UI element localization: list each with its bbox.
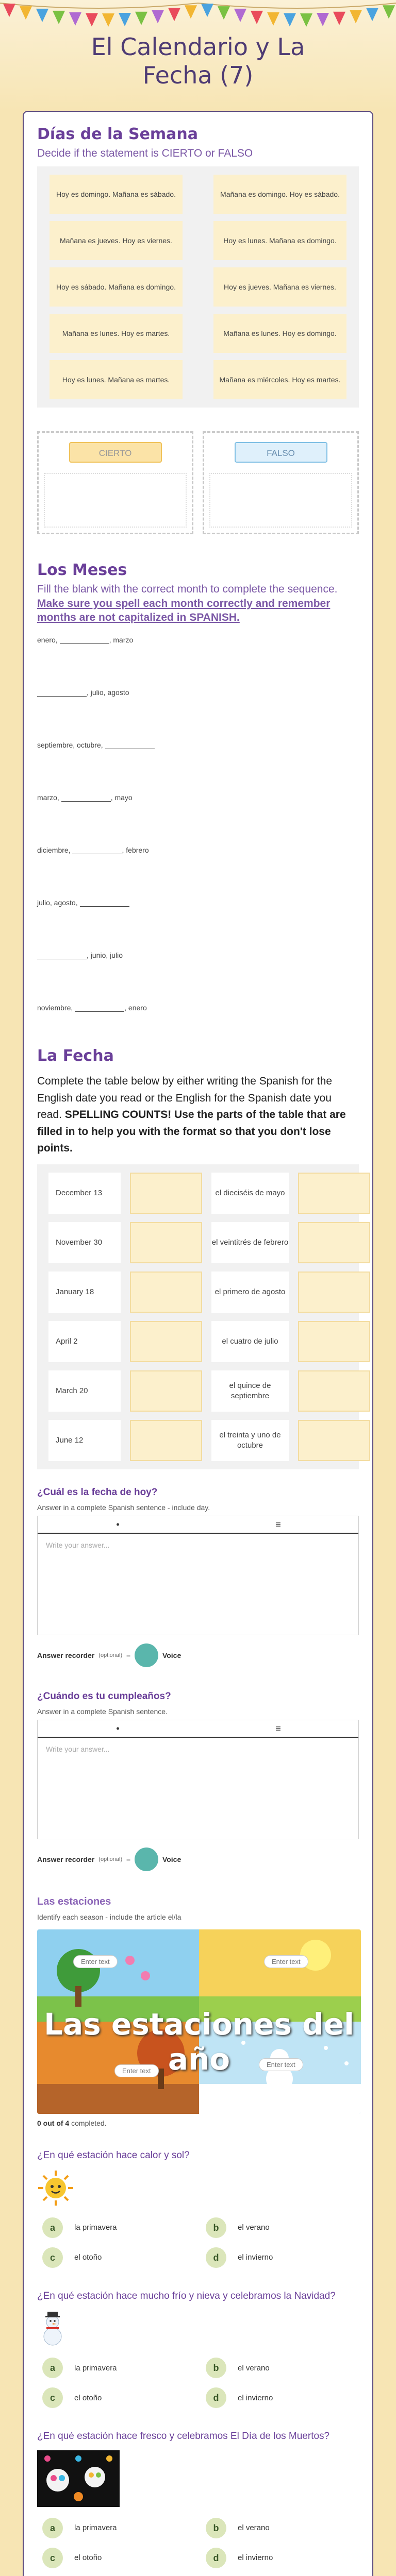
bunting-flag: [234, 9, 246, 22]
sequence-line: [37, 636, 359, 677]
month-sequences: [37, 636, 359, 1045]
option-d[interactable]: [206, 2548, 359, 2568]
spanish-answer-field[interactable]: [130, 1370, 202, 1412]
question-hint: Answer in a complete Spanish sentence - include day.: [37, 1503, 210, 1512]
option-letter: d: [206, 2548, 226, 2568]
progress-count: 0 out of 4: [37, 2119, 70, 2127]
fecha-instruction-text: Complete the table below by either writing the Spanish for the English date you read or the English for the Spanish date you read.: [37, 1075, 332, 1121]
bunting-flag: [201, 4, 213, 17]
sequence-line: [37, 741, 359, 782]
sequence-before: marzo,: [37, 793, 59, 802]
recorder-label: Answer recorder: [37, 1651, 95, 1659]
bullet-list-button[interactable]: •: [116, 1519, 120, 1530]
fecha-title: La Fecha: [37, 1047, 114, 1065]
bunting-flag: [36, 9, 48, 22]
english-answer-field[interactable]: [298, 1370, 370, 1412]
bunting-flag: [135, 12, 147, 25]
option-label: el verano: [238, 2223, 270, 2232]
bunting-flag: [53, 11, 65, 24]
option-label: el verano: [238, 2363, 270, 2372]
bunting-flag: [20, 6, 32, 20]
sequence-line: [37, 793, 359, 835]
answer-input[interactable]: Write your answer...: [46, 1744, 110, 1753]
spanish-date: el veintitrés de febrero: [211, 1222, 289, 1263]
recorder-label: Answer recorder: [37, 1855, 95, 1863]
english-answer-field[interactable]: [298, 1173, 370, 1214]
answer-input[interactable]: Write your answer...: [46, 1540, 110, 1549]
answer-editor: [37, 1720, 359, 1839]
option-label: el otoño: [74, 2393, 102, 2402]
bunting-flag: [350, 10, 362, 23]
option-b[interactable]: [206, 2217, 359, 2238]
sun-icon: [37, 2170, 74, 2207]
sequence-before: septiembre, octubre,: [37, 741, 103, 750]
sequence-after: , marzo: [109, 636, 134, 645]
sequence-line: [37, 899, 359, 940]
editor-toolbar: [38, 1516, 358, 1534]
falso-dropzone[interactable]: [203, 431, 359, 534]
mcq-question: ¿En qué estación hace calor y sol?: [37, 2149, 190, 2161]
question-hint: Answer in a complete Spanish sentence.: [37, 1707, 168, 1716]
fecha-instruction: [37, 1073, 359, 1157]
worksheet: [23, 111, 373, 2576]
mcq-question: ¿En qué estación hace mucho frío y nieva y celebramos la Navidad?: [37, 2290, 336, 2301]
dias-title: Días de la Semana: [37, 125, 199, 143]
option-label: la primavera: [74, 2363, 117, 2372]
statement-card[interactable]: Mañana es jueves. Hoy es viernes.: [50, 221, 183, 260]
answer-editor: [37, 1516, 359, 1635]
statement-card[interactable]: Hoy es lunes. Mañana es domingo.: [213, 221, 346, 260]
meses-instruction: [37, 582, 359, 624]
option-letter: a: [42, 2358, 63, 2378]
cierto-dropzone[interactable]: [37, 431, 193, 534]
bunting-flag: [218, 6, 230, 20]
hotspot-input[interactable]: Enter text: [264, 1955, 308, 1968]
sequence-line: [37, 846, 359, 887]
record-button[interactable]: [135, 1848, 158, 1871]
sequence-after: , mayo: [110, 793, 133, 802]
hotspot-input[interactable]: Enter text: [73, 1955, 118, 1968]
editor-toolbar: [38, 1720, 358, 1738]
option-c[interactable]: [42, 2548, 195, 2568]
fecha-instruction-bold: SPELLING COUNTS! Use the parts of the table that are filled in to help you with the format so that you don't lose points.: [37, 1109, 346, 1155]
statement-card[interactable]: Hoy es sábado. Mañana es domingo.: [50, 267, 183, 307]
option-letter: c: [42, 2548, 63, 2568]
question-birthday: ¿Cuándo es tu cumpleaños?: [37, 1690, 171, 1702]
mcq-autumn: [37, 2430, 359, 2568]
sequence-line: [37, 688, 359, 730]
meses-instruction-bold: Make sure you spell each month correctly and remember months are not capitalized in SPANISH.: [37, 597, 331, 623]
voice-label: Voice: [162, 1651, 182, 1659]
numbered-list-button[interactable]: ≡: [275, 1519, 281, 1530]
option-letter: c: [42, 2247, 63, 2268]
recorder-optional: (optional): [98, 1856, 123, 1862]
answer-recorder: [37, 1848, 359, 1871]
bunting-flag: [69, 12, 81, 26]
sequence-line: [37, 1004, 359, 1045]
option-label: el invierno: [238, 2393, 273, 2402]
option-b[interactable]: [206, 2358, 359, 2378]
option-b[interactable]: [206, 2518, 359, 2538]
bunting-flag: [366, 8, 378, 21]
estaciones-hint: Identify each season - include the article el/la: [37, 1912, 182, 1921]
dash-icon: –: [126, 1651, 130, 1659]
english-date: January 18: [48, 1272, 121, 1313]
spanish-answer-field[interactable]: [130, 1321, 202, 1362]
dia-de-muertos-icon: [37, 2450, 120, 2507]
bunting-flag: [152, 10, 164, 23]
sequence-before: diciembre,: [37, 846, 71, 855]
month-blank[interactable]: [105, 742, 155, 749]
english-answer-field[interactable]: [298, 1222, 370, 1263]
sort-area: [37, 431, 359, 534]
spanish-answer-field[interactable]: [130, 1420, 202, 1461]
option-label: la primavera: [74, 2223, 117, 2232]
bunting-flag: [284, 13, 296, 27]
english-date: March 20: [48, 1370, 121, 1412]
bunting-flag: [300, 13, 312, 27]
sequence-after: , febrero: [122, 846, 149, 855]
sequence-after: , julio, agosto: [87, 688, 129, 697]
dias-instruction: Decide if the statement is CIERTO or FALSO: [37, 147, 253, 159]
option-letter: d: [206, 2387, 226, 2408]
mcq-summer: [37, 2149, 359, 2268]
month-blank[interactable]: [37, 952, 87, 959]
option-label: la primavera: [74, 2523, 117, 2533]
spanish-date: el quince de septiembre: [211, 1370, 289, 1412]
bunting-flag: [119, 13, 131, 26]
page-title: El Calendario y La Fecha (7): [91, 33, 305, 90]
bunting-flag: [86, 13, 98, 27]
answer-recorder: [37, 1643, 359, 1667]
sequence-before: enero,: [37, 636, 58, 645]
bunting-decoration: [0, 0, 396, 31]
bunting-flag: [251, 11, 263, 24]
sequence-line: [37, 951, 359, 992]
seasons-image: [37, 1929, 361, 2114]
voice-label: Voice: [162, 1855, 182, 1863]
statement-card[interactable]: Mañana es lunes. Hoy es domingo.: [213, 314, 346, 353]
seasons-caption: Las estaciones del año: [44, 2006, 354, 2077]
english-date: April 2: [48, 1321, 121, 1362]
english-date: December 13: [48, 1173, 121, 1214]
english-date: June 12: [48, 1420, 121, 1461]
statement-card[interactable]: Mañana es domingo. Hoy es sábado.: [213, 175, 346, 214]
option-letter: b: [206, 2217, 226, 2238]
spanish-answer-field[interactable]: [130, 1173, 202, 1214]
spanish-date: el primero de agosto: [211, 1272, 289, 1313]
english-answer-field[interactable]: [298, 1420, 370, 1461]
cierto-drop-area[interactable]: [44, 473, 187, 528]
meses-title: Los Meses: [37, 561, 127, 580]
english-answer-field[interactable]: [298, 1272, 370, 1313]
record-button[interactable]: [135, 1643, 158, 1667]
option-d[interactable]: [206, 2247, 359, 2268]
option-label: el invierno: [238, 2553, 273, 2563]
estaciones-title: Las estaciones: [37, 1895, 111, 1907]
snowman-icon: [37, 2310, 68, 2347]
sequence-before: julio, agosto,: [37, 899, 78, 907]
hotspot-progress: [37, 2119, 359, 2127]
month-blank[interactable]: [75, 1005, 124, 1012]
english-date: November 30: [48, 1222, 121, 1263]
option-a[interactable]: [42, 2358, 195, 2378]
bunting-flag: [267, 12, 279, 26]
statement-card[interactable]: Hoy es jueves. Mañana es viernes.: [213, 267, 346, 307]
option-label: el otoño: [74, 2253, 102, 2262]
date-table: [37, 1164, 359, 1469]
option-letter: d: [206, 2247, 226, 2268]
option-a[interactable]: [42, 2217, 195, 2238]
spanish-answer-field[interactable]: [130, 1272, 202, 1313]
statement-card[interactable]: Mañana es lunes. Hoy es martes.: [50, 314, 183, 353]
bullet-list-button[interactable]: •: [116, 1723, 120, 1734]
meses-instruction-text: Fill the blank with the correct month to complete the sequence.: [37, 583, 338, 596]
numbered-list-button[interactable]: ≡: [275, 1723, 281, 1734]
question-todays-date: ¿Cuál es la fecha de hoy?: [37, 1486, 158, 1498]
option-letter: a: [42, 2518, 63, 2538]
option-letter: b: [206, 2358, 226, 2378]
mcq-question: ¿En qué estación hace fresco y celebramos El Día de los Muertos?: [37, 2431, 330, 2442]
header: [0, 0, 396, 111]
month-blank[interactable]: [61, 794, 111, 802]
sequence-before: noviembre,: [37, 1004, 73, 1012]
statement-card[interactable]: Hoy es domingo. Mañana es sábado.: [50, 175, 183, 214]
month-blank[interactable]: [72, 847, 122, 854]
month-blank[interactable]: [37, 689, 87, 697]
statement-card[interactable]: Mañana es miércoles. Hoy es martes.: [213, 360, 346, 399]
spanish-date: el cuatro de julio: [211, 1321, 289, 1362]
mcq-options: [37, 2518, 359, 2568]
option-label: el invierno: [238, 2253, 273, 2262]
month-blank[interactable]: [60, 637, 109, 644]
option-d[interactable]: [206, 2387, 359, 2408]
falso-drop-area[interactable]: [209, 473, 352, 528]
option-letter: c: [42, 2387, 63, 2408]
bunting-flag: [168, 8, 180, 21]
option-letter: a: [42, 2217, 63, 2238]
sequence-after: , enero: [124, 1004, 147, 1012]
mcq-options: [37, 2217, 359, 2268]
mcq-winter: [37, 2290, 359, 2409]
bunting-flag: [102, 13, 114, 27]
statement-card[interactable]: Hoy es lunes. Mañana es martes.: [50, 360, 183, 399]
mcq-options: [37, 2358, 359, 2408]
cierto-label: CIERTO: [69, 442, 162, 463]
option-label: el verano: [238, 2523, 270, 2533]
month-blank[interactable]: [80, 900, 129, 907]
recorder-optional: (optional): [98, 1652, 123, 1658]
sequence-after: , junio, julio: [87, 951, 123, 960]
bunting-flag: [3, 4, 15, 17]
bunting-flag: [383, 5, 395, 19]
bunting-flag: [317, 13, 329, 26]
english-answer-field[interactable]: [298, 1321, 370, 1362]
hotspot-input[interactable]: Enter text: [259, 2058, 303, 2071]
statement-cards: [37, 166, 359, 408]
dash-icon: –: [126, 1855, 130, 1863]
spanish-date: el treinta y uno de octubre: [211, 1420, 289, 1461]
option-label: el otoño: [74, 2553, 102, 2563]
bunting-flag: [333, 12, 345, 25]
option-c[interactable]: [42, 2387, 195, 2408]
hotspot-input[interactable]: Enter text: [114, 2064, 159, 2077]
option-c[interactable]: [42, 2247, 195, 2268]
spanish-answer-field[interactable]: [130, 1222, 202, 1263]
option-a[interactable]: [42, 2518, 195, 2538]
spanish-date: el dieciséis de mayo: [211, 1173, 289, 1214]
progress-suffix: completed.: [71, 2119, 107, 2127]
bunting-flag: [185, 5, 197, 19]
falso-label: FALSO: [235, 442, 327, 463]
option-letter: b: [206, 2518, 226, 2538]
